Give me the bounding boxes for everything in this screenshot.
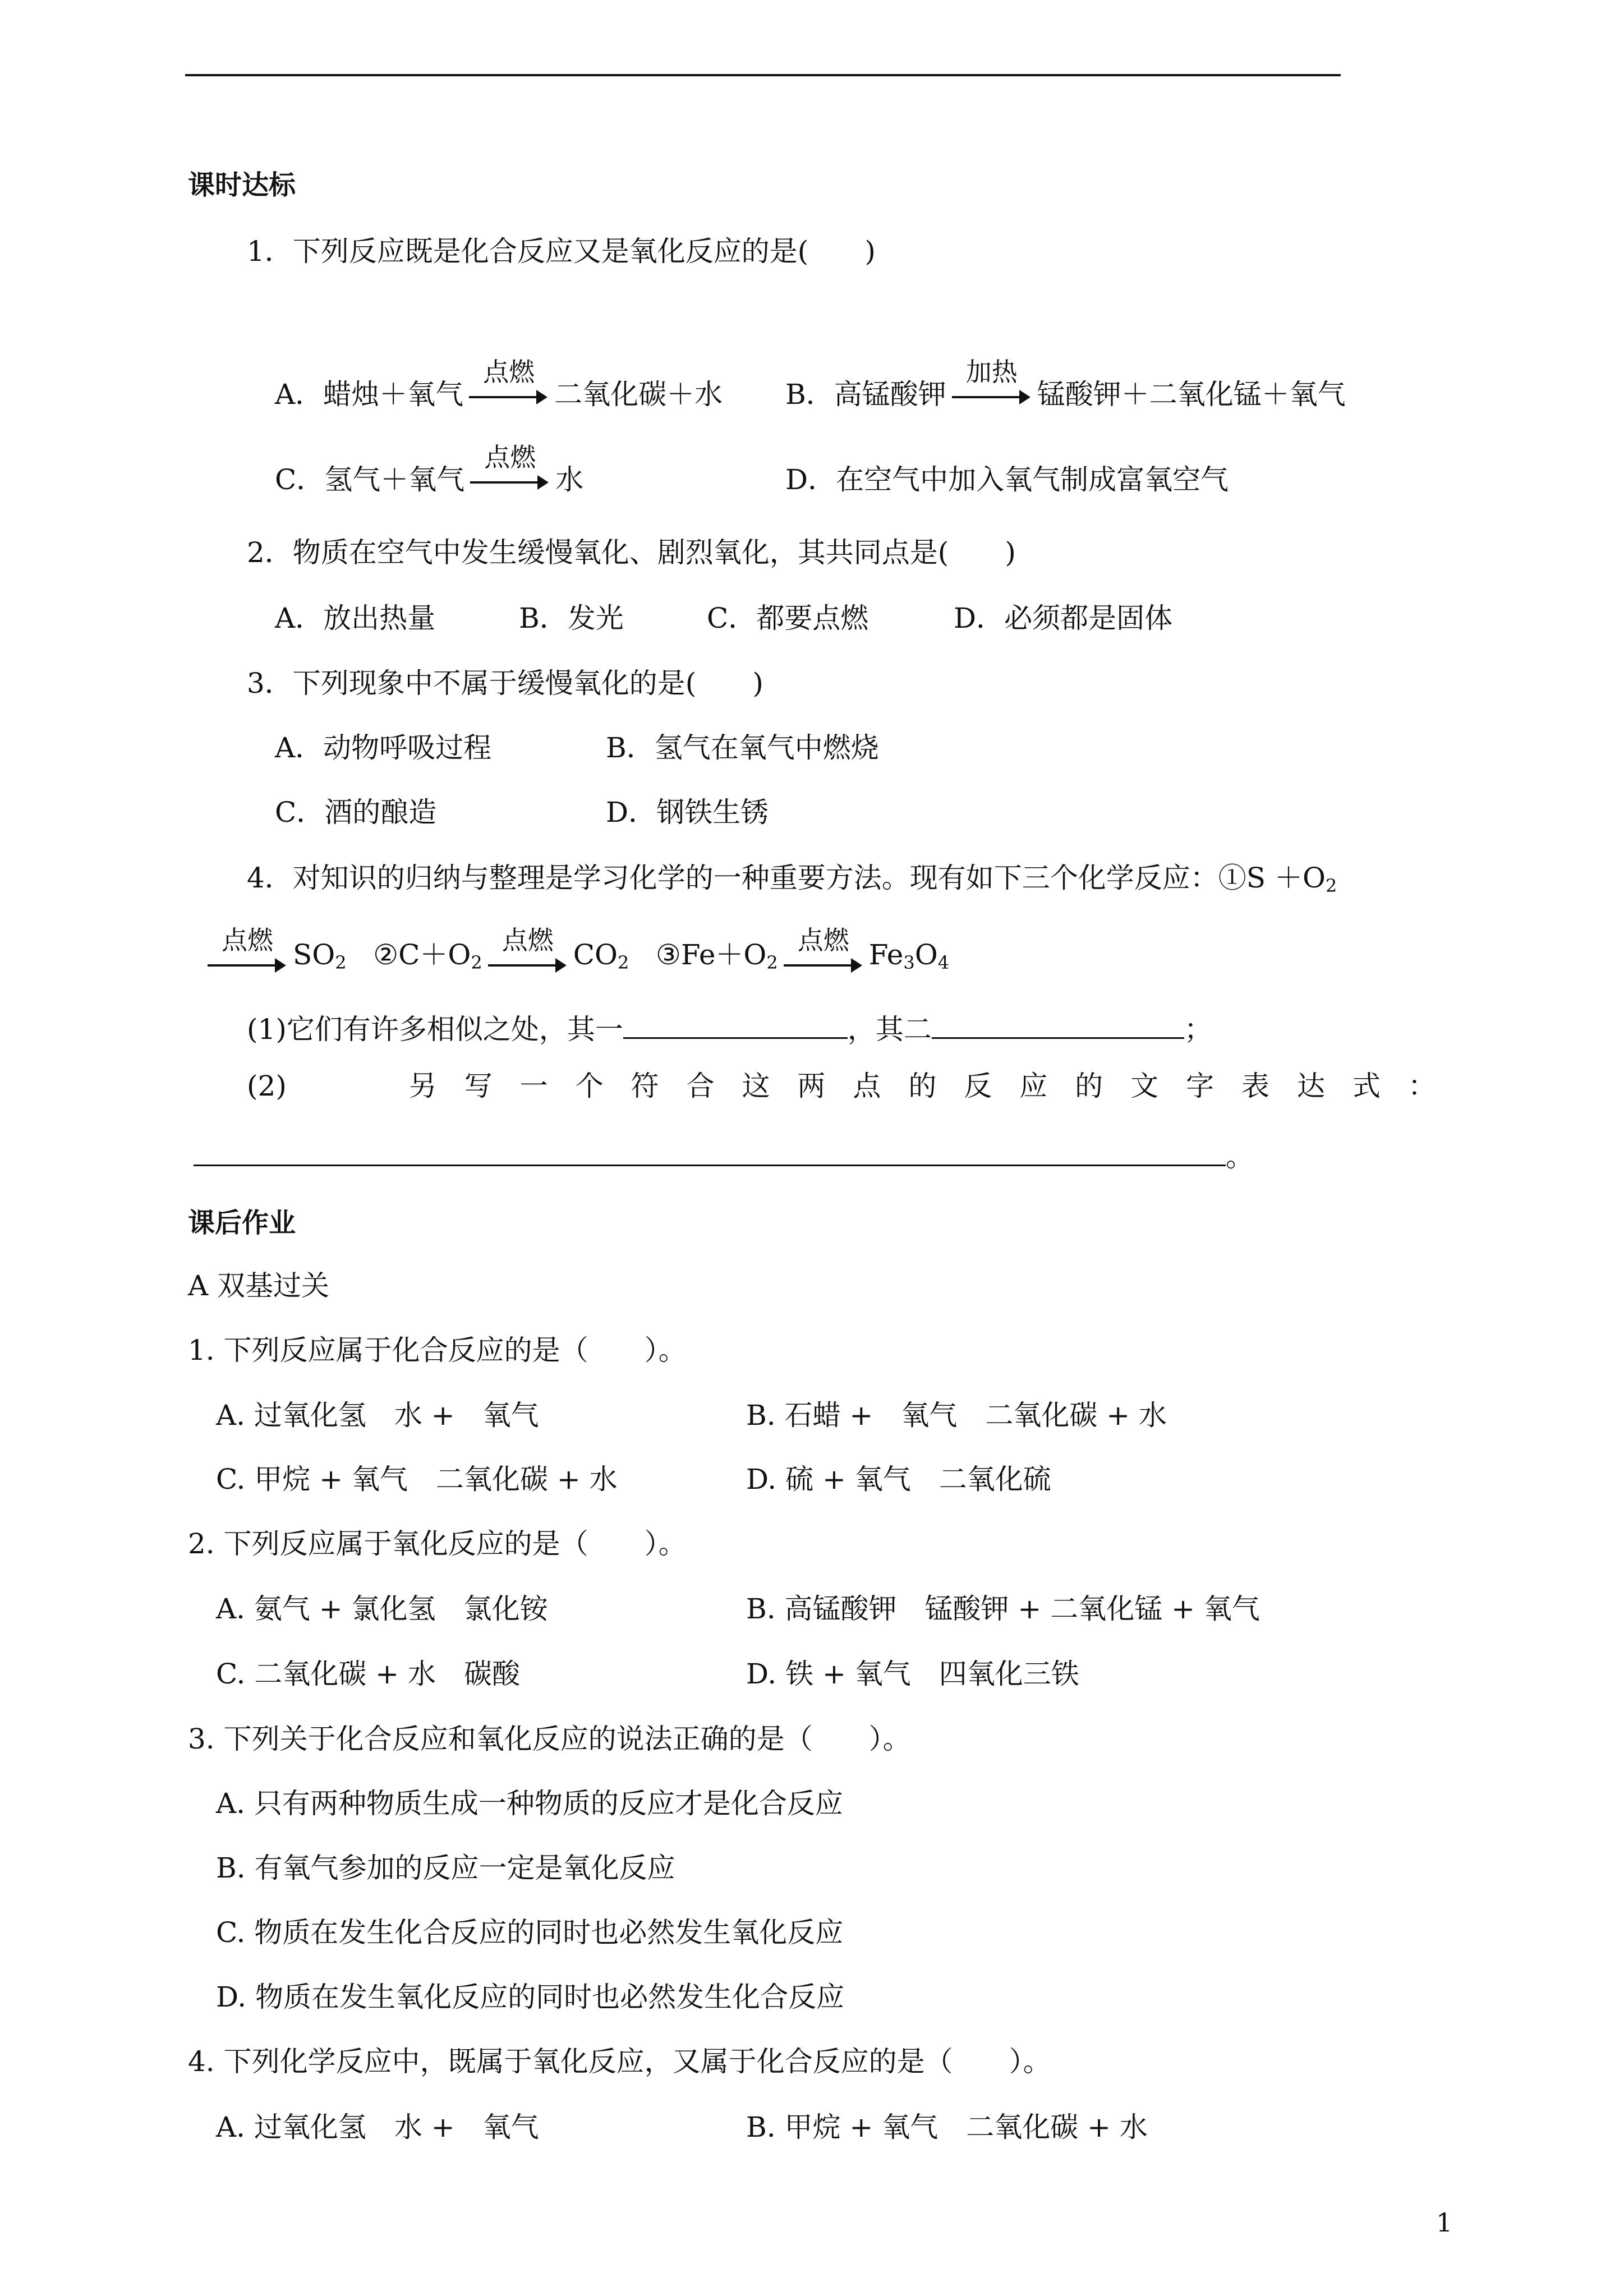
arrow-condition: 点燃	[222, 925, 273, 955]
subscript: 2	[1325, 875, 1337, 896]
q2-option-c: C．都要点燃	[707, 602, 869, 634]
section-title-homework: 课后作业	[188, 1207, 296, 1239]
h1-option-b: B. 石蜡 + 氧气 二氧化碳 + 水	[746, 1399, 1167, 1432]
q4-p2-end: 。	[1226, 1140, 1254, 1173]
q4-stem	[247, 861, 1337, 903]
q4-p2-char: 另	[408, 1070, 437, 1102]
q4-stem-text: 4．对知识的归纳与整理是学习化学的一种重要方法。现有如下三个化学反应：①S ＋O	[247, 862, 1326, 894]
h3-option-a: A. 只有两种物质生成一种物质的反应才是化合反应	[216, 1787, 843, 1820]
arrow-condition: 加热	[965, 357, 1018, 387]
arrow-condition: 点燃	[484, 442, 536, 472]
q1-a-products: 二氧化碳＋水	[554, 378, 723, 411]
h1-option-c: C. 甲烷 + 氧气 二氧化碳 + 水	[216, 1463, 618, 1496]
q4-p2-char: 应	[1019, 1070, 1048, 1102]
q4-p2-char: 合	[686, 1070, 715, 1102]
q1-a-reactants: A．蜡烛＋氧气	[275, 378, 464, 411]
subscript: 3	[903, 952, 915, 973]
q2-option-a: A．放出热量	[275, 602, 436, 634]
q4-p2-char: 的	[1075, 1070, 1103, 1102]
q1-stem: 1．下列反应既是化合反应又是氧化反应的是( )	[247, 235, 876, 268]
h2-option-d: D. 铁 + 氧气 四氧化三铁	[746, 1658, 1079, 1690]
q1-b-products: 锰酸钾＋二氧化锰＋氧气	[1037, 378, 1346, 411]
q4-part-2	[247, 1069, 1436, 1103]
arrow-condition: 点燃	[797, 925, 849, 955]
page-number: 1	[1436, 2207, 1453, 2238]
q1-c-reactants: C．氢气＋氧气	[275, 463, 465, 496]
q1-b-reactants: B．高锰酸钾	[785, 378, 946, 411]
reaction-arrow-icon	[950, 357, 1034, 411]
q4-r3-product: Fe	[868, 938, 904, 971]
q4-p2-char: 字	[1186, 1070, 1214, 1102]
subsection-title-basic: A 双基过关	[188, 1269, 330, 1302]
h2-option-a: A. 氨气 + 氯化氢 氯化铵	[216, 1593, 548, 1625]
q4-p1-end: ；	[1184, 1013, 1212, 1046]
h4-option-b: B. 甲烷 + 氧气 二氧化碳 + 水	[746, 2111, 1148, 2143]
q1-option-a	[275, 357, 723, 411]
q3-option-a: A．动物呼吸过程	[275, 731, 492, 764]
h3-option-c: C. 物质在发生化合反应的同时也必然发生氧化反应	[216, 1916, 844, 1949]
q4-p2-char: 文	[1130, 1070, 1159, 1102]
q4-r3-product-o: O	[914, 938, 938, 971]
q4-part-2-answer	[194, 1140, 1254, 1174]
q4-r2-reactants: ②C＋O	[373, 938, 471, 971]
q4-p1-mid: ，其二	[847, 1013, 932, 1046]
h3-stem: 3. 下列关于化合反应和氧化反应的说法正确的是（ ）。	[188, 1723, 911, 1755]
q4-p1-text: (1)它们有许多相似之处，其一	[247, 1013, 623, 1046]
q4-r1-product: SO	[293, 938, 335, 971]
q4-p2-char: ：	[1407, 1070, 1436, 1102]
q4-p2-char: 这	[742, 1070, 770, 1102]
q4-p2-char: 表	[1241, 1070, 1270, 1102]
reaction-arrow-icon	[486, 925, 570, 979]
arrow-condition: 点燃	[483, 357, 535, 387]
subscript: 2	[335, 952, 347, 973]
q1-option-d: D．在空气中加入氧气制成富氧空气	[785, 463, 1229, 496]
q4-r3-reactants: ③Fe＋O	[656, 938, 767, 971]
q4-p2-char: 式	[1352, 1070, 1381, 1102]
h2-option-c: C. 二氧化碳 + 水 碳酸	[216, 1658, 520, 1690]
answer-blank-3[interactable]	[194, 1140, 1226, 1166]
q4-p2-char: 符	[631, 1070, 659, 1102]
subscript: 2	[766, 952, 778, 973]
subscript: 2	[617, 952, 629, 973]
q4-p2-char: 两	[797, 1070, 826, 1102]
reaction-arrow-icon	[467, 357, 551, 411]
q1-c-products: 水	[555, 463, 584, 496]
q4-p2-char: 一	[519, 1070, 548, 1102]
answer-blank-2[interactable]	[932, 1013, 1184, 1039]
h4-stem: 4. 下列化学反应中，既属于氧化反应，又属于化合反应的是（ ）。	[188, 2045, 1051, 2078]
h2-option-b: B. 高锰酸钾 锰酸钾 + 二氧化锰 + 氧气	[746, 1593, 1260, 1625]
q4-p2-char: 的	[908, 1070, 937, 1102]
subscript: 4	[937, 952, 950, 973]
q1-option-c	[275, 442, 584, 496]
q3-stem: 3．下列现象中不属于缓慢氧化的是( )	[247, 667, 763, 700]
q4-reactions	[202, 925, 950, 979]
q2-option-b: B．发光	[519, 602, 624, 634]
subscript: 2	[471, 952, 482, 973]
h1-stem: 1. 下列反应属于化合反应的是（ ）。	[188, 1334, 687, 1366]
q1-option-b	[785, 357, 1346, 411]
reaction-arrow-icon	[205, 925, 289, 979]
q2-option-d: D．必须都是固体	[954, 602, 1173, 634]
q4-part-1	[247, 1013, 1212, 1046]
h4-option-a: A. 过氧化氢 水 + 氧气	[216, 2111, 539, 2143]
q3-option-d: D．钢铁生锈	[606, 796, 769, 829]
h1-option-a: A. 过氧化氢 水 + 氧气	[216, 1399, 539, 1432]
q4-r2-product: CO	[573, 938, 618, 971]
h1-option-d: D. 硫 + 氧气 二氧化硫	[746, 1463, 1051, 1496]
q4-p2-char: 写	[464, 1070, 493, 1102]
q3-option-b: B．氢气在氧气中燃烧	[606, 731, 879, 764]
section-title-class-goals: 课时达标	[188, 169, 296, 201]
arrow-condition: 点燃	[502, 925, 554, 955]
h3-option-b: B. 有氧气参加的反应一定是氧化反应	[216, 1852, 675, 1884]
q4-p2-char: 个	[575, 1070, 604, 1102]
header-rule	[185, 74, 1341, 76]
reaction-arrow-icon	[468, 442, 552, 496]
h3-option-d: D. 物质在发生氧化反应的同时也必然发生化合反应	[216, 1981, 845, 2013]
q3-option-c: C．酒的酿造	[275, 796, 437, 829]
q4-p2-char: 反	[964, 1070, 992, 1102]
q4-p2-char: 点	[853, 1070, 881, 1102]
q4-p2-char: 达	[1296, 1070, 1325, 1102]
q4-p2-label: (2)	[247, 1070, 287, 1102]
q2-stem: 2．物质在空气中发生缓慢氧化、剧烈氧化，其共同点是( )	[247, 536, 1016, 569]
reaction-arrow-icon	[781, 925, 866, 979]
answer-blank-1[interactable]	[623, 1013, 848, 1039]
h2-stem: 2. 下列反应属于氧化反应的是（ ）。	[188, 1527, 687, 1560]
